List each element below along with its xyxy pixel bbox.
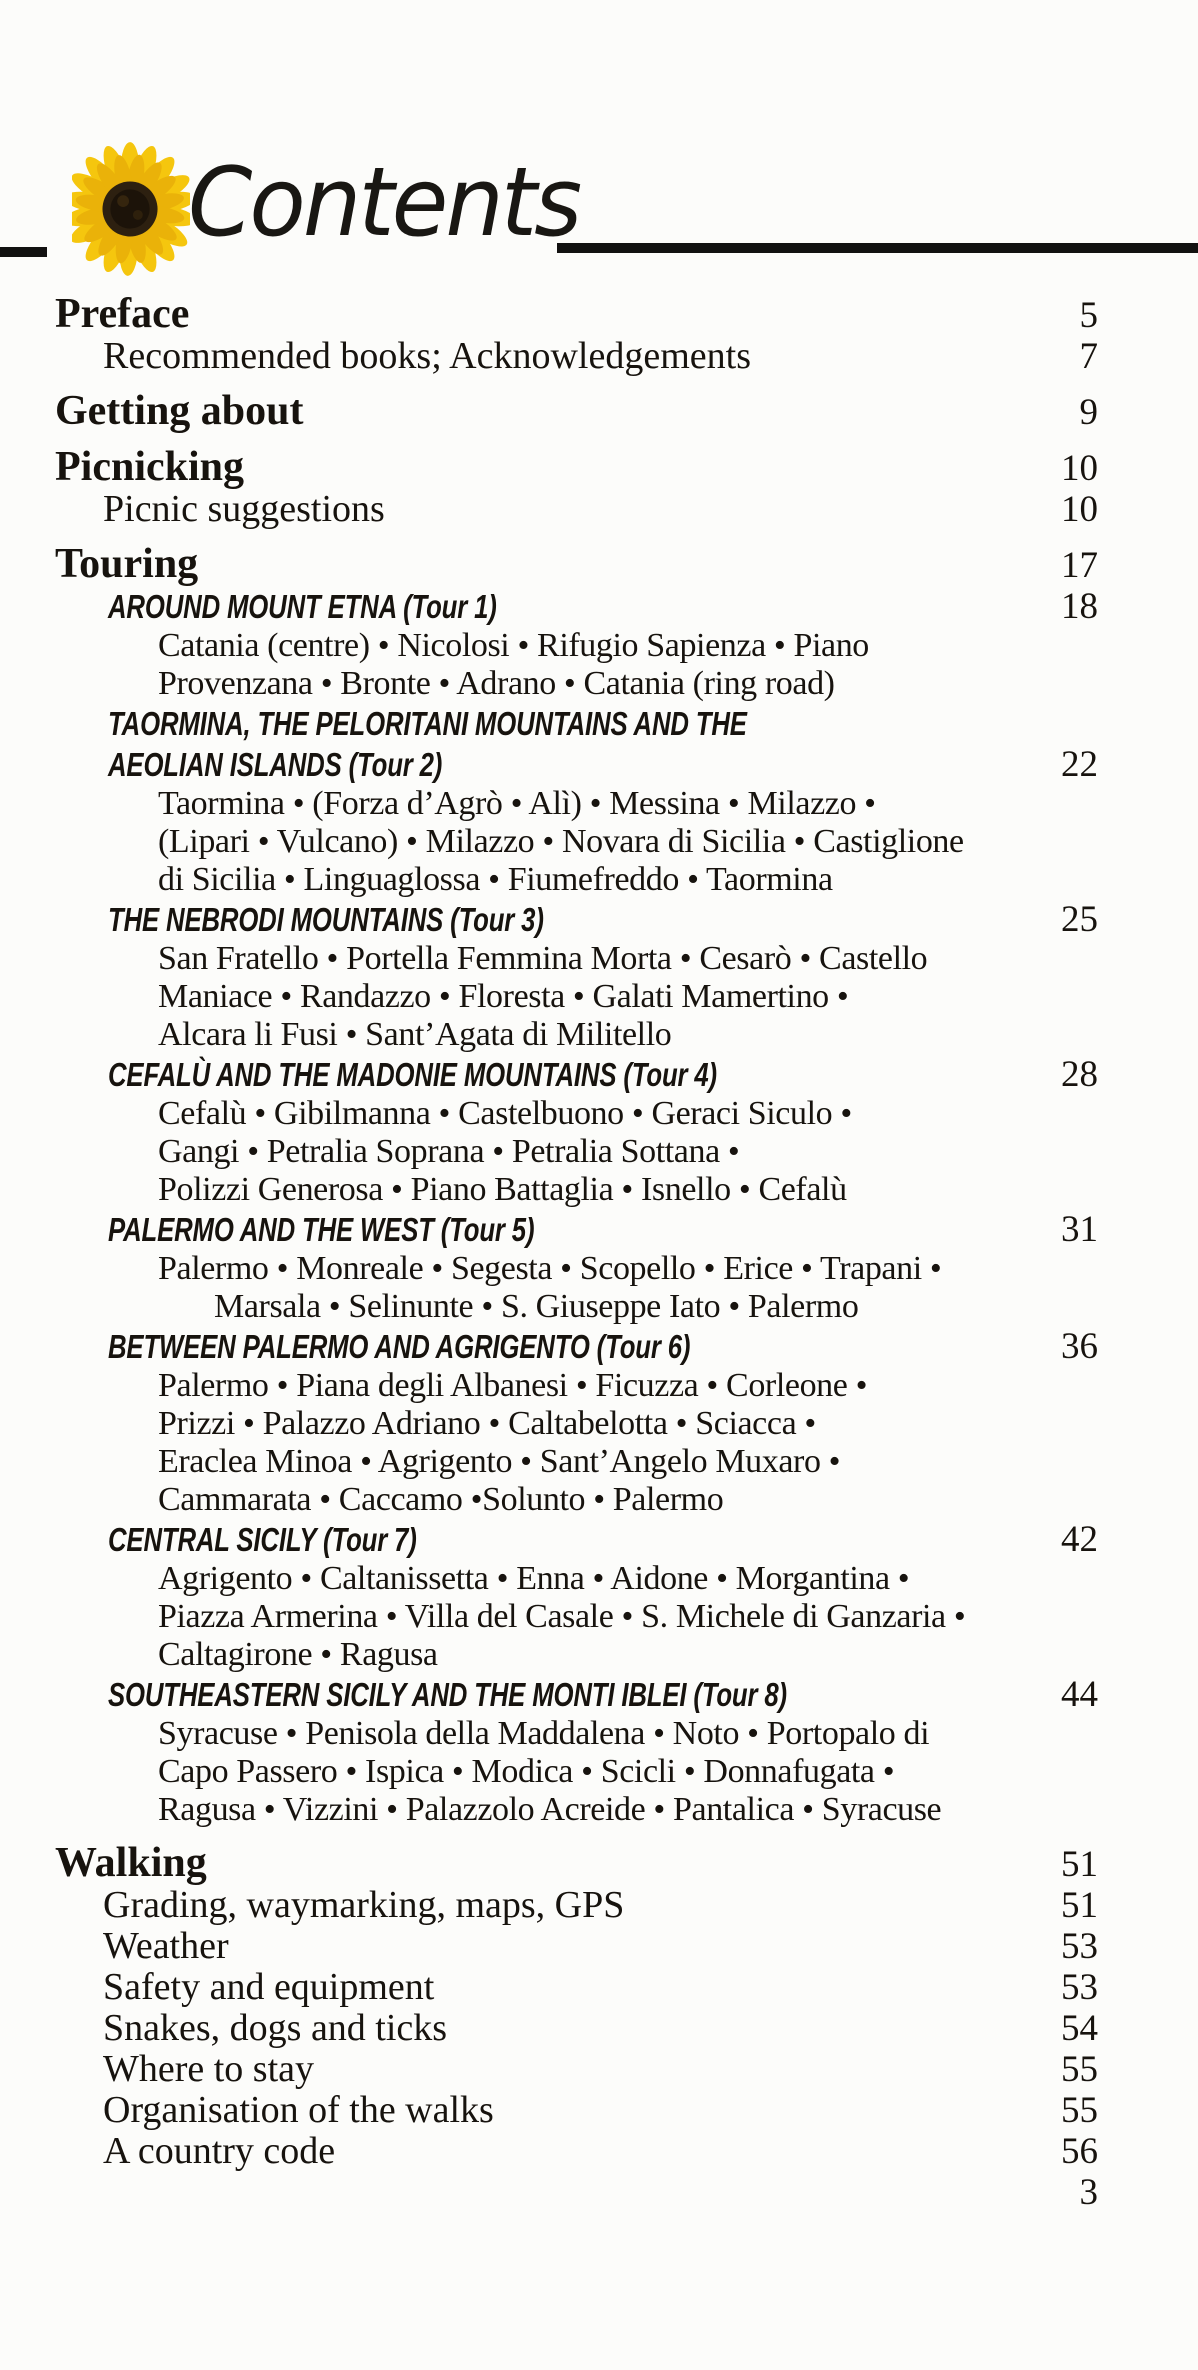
- page-title: Contents: [188, 148, 580, 258]
- toc-row: [0, 2008, 1098, 2049]
- toc-row: [0, 389, 1098, 433]
- toc-entry-label: PALERMO AND THE WEST (Tour 5): [108, 1211, 535, 1248]
- toc-row: [0, 1171, 1098, 1209]
- toc-row: [0, 899, 1098, 940]
- toc-row: [0, 1288, 1098, 1326]
- toc-entry-label: Cefalù • Gibilmanna • Castelbuono • Geraci Siculo •: [158, 1095, 852, 1132]
- toc-entry-label: Gangi • Petralia Soprana • Petralia Sottana •: [158, 1133, 740, 1170]
- toc-row: [0, 542, 1098, 586]
- toc-entry-page: 9: [1079, 392, 1098, 433]
- toc-entry-label: Capo Passero • Ispica • Modica • Scicli • Donnafugata •: [158, 1753, 895, 1790]
- toc-row: [0, 1841, 1098, 1885]
- page-number-footer: 3: [1079, 2172, 1098, 2213]
- toc-row: [0, 1791, 1098, 1829]
- toc-entry-label: Eraclea Minoa • Agrigento • Sant’Angelo Muxaro •: [158, 1443, 841, 1480]
- title-rule-right: [557, 243, 1198, 253]
- toc-entry-label: Maniace • Randazzo • Floresta • Galati Mamertino •: [158, 978, 849, 1015]
- toc-entry-page: 7: [1079, 336, 1098, 377]
- toc-entry-label: (Lipari • Vulcano) • Milazzo • Novara di Sicilia • Castiglione: [158, 823, 964, 860]
- toc-row: [0, 1326, 1098, 1367]
- toc-row: [0, 1753, 1098, 1791]
- title-rule-left: [0, 247, 47, 257]
- toc-entry-label: Syracuse • Penisola della Maddalena • Noto • Portopalo di: [158, 1715, 930, 1752]
- toc-entry-label: THE NEBRODI MOUNTAINS (Tour 3): [108, 901, 544, 938]
- toc-entry-page: 56: [1061, 2131, 1098, 2172]
- toc-entry-label: CENTRAL SICILY (Tour 7): [108, 1521, 417, 1558]
- toc-entry-label: Palermo • Piana degli Albanesi • Ficuzza • Corleone •: [158, 1367, 868, 1404]
- toc-row: [0, 665, 1098, 703]
- toc-entry-label: Recommended books; Acknowledgements: [103, 335, 751, 377]
- toc-row: [0, 1016, 1098, 1054]
- toc-row: [0, 744, 1098, 785]
- toc-row: [0, 2131, 1098, 2172]
- toc-entry-label: di Sicilia • Linguaglossa • Fiumefreddo • Taormina: [158, 861, 833, 898]
- toc-row: [0, 861, 1098, 899]
- toc-row: [0, 703, 1098, 744]
- toc-row: [0, 2049, 1098, 2090]
- toc-entry-label: Snakes, dogs and ticks: [103, 2007, 448, 2049]
- toc-entry-label: Organisation of the walks: [103, 2089, 494, 2131]
- toc-row: [0, 1598, 1098, 1636]
- page-number-footer-row: [0, 2172, 1098, 2213]
- page-header: [0, 0, 1198, 292]
- toc-entry-label: Catania (centre) • Nicolosi • Rifugio Sapienza • Piano: [158, 627, 869, 664]
- toc-entry-page: 18: [1061, 586, 1098, 627]
- toc-entry-label: Touring: [55, 541, 199, 587]
- toc-entry-label: Provenzana • Bronte • Adrano • Catania (ring road): [158, 665, 835, 702]
- toc-row: [0, 1133, 1098, 1171]
- toc-row: [0, 1250, 1098, 1288]
- toc-row: [0, 1405, 1098, 1443]
- toc-row: [0, 823, 1098, 861]
- toc-entry-label: Where to stay: [103, 2048, 315, 2090]
- toc-entry-label: Prizzi • Palazzo Adriano • Caltabelotta • Sciacca •: [158, 1405, 816, 1442]
- toc-entry-label: Picnicking: [55, 444, 245, 490]
- toc-entry-label: A country code: [103, 2130, 336, 2172]
- toc-row: [0, 1443, 1098, 1481]
- toc-entry-label: Taormina • (Forza d’Agrò • Alì) • Messina • Milazzo •: [158, 785, 876, 822]
- toc-row: [0, 336, 1098, 377]
- toc-entry-page: 51: [1061, 1885, 1098, 1926]
- toc-row: [0, 1054, 1098, 1095]
- toc-row: [0, 940, 1098, 978]
- toc-entry-page: 42: [1061, 1519, 1098, 1560]
- toc-entry-page: 55: [1061, 2049, 1098, 2090]
- toc-entry-label: Ragusa • Vizzini • Palazzolo Acreide • Pantalica • Syracuse: [158, 1791, 942, 1828]
- toc-row: [0, 489, 1098, 530]
- toc-entry-page: 28: [1061, 1054, 1098, 1095]
- toc-entry-page: 10: [1061, 448, 1098, 489]
- toc-entry-page: 25: [1061, 899, 1098, 940]
- toc-entry-label: Polizzi Generosa • Piano Battaglia • Isnello • Cefalù: [158, 1171, 847, 1208]
- toc-entry-page: 31: [1061, 1209, 1098, 1250]
- toc-row: [0, 1885, 1098, 1926]
- toc-entry-label: Cammarata • Caccamo •Solunto • Palermo: [158, 1481, 724, 1518]
- toc-row: [0, 1481, 1098, 1519]
- toc-row: [0, 978, 1098, 1016]
- toc-entry-label: Palermo • Monreale • Segesta • Scopello • Erice • Trapani •: [158, 1250, 942, 1287]
- toc-entry-label: Grading, waymarking, maps, GPS: [103, 1884, 625, 1926]
- toc-entry-page: 10: [1061, 489, 1098, 530]
- toc-entry-label: Agrigento • Caltanissetta • Enna • Aidone • Morgantina •: [158, 1560, 910, 1597]
- toc-entry-label: TAORMINA, THE PELORITANI MOUNTAINS AND THE: [108, 705, 747, 742]
- toc-entry-label: AEOLIAN ISLANDS (Tour 2): [108, 746, 443, 783]
- toc-entry-page: 36: [1061, 1326, 1098, 1367]
- toc-entry-label: SOUTHEASTERN SICILY AND THE MONTI IBLEI (Tour 8): [108, 1676, 787, 1713]
- toc-entry-label: Walking: [55, 1840, 207, 1886]
- toc-row: [0, 1095, 1098, 1133]
- toc-entry-label: Picnic suggestions: [103, 488, 385, 530]
- toc-entry-page: 53: [1061, 1926, 1098, 1967]
- toc-entry-page: 53: [1061, 1967, 1098, 2008]
- toc-entry-page: 55: [1061, 2090, 1098, 2131]
- toc-row: [0, 292, 1098, 336]
- toc-row: [0, 1636, 1098, 1674]
- toc-entry-label: Piazza Armerina • Villa del Casale • S. Michele di Ganzaria •: [158, 1598, 966, 1635]
- toc-row: [0, 1715, 1098, 1753]
- toc-entry-label: Caltagirone • Ragusa: [158, 1636, 438, 1673]
- sunflower-logo-icon: [72, 140, 190, 278]
- toc-row: [0, 1519, 1098, 1560]
- toc-list: [0, 292, 1198, 2213]
- toc-row: [0, 445, 1098, 489]
- toc-row: [0, 1967, 1098, 2008]
- toc-entry-label: BETWEEN PALERMO AND AGRIGENTO (Tour 6): [108, 1328, 691, 1365]
- toc-entry-page: 54: [1061, 2008, 1098, 2049]
- toc-row: [0, 1926, 1098, 1967]
- toc-entry-page: 44: [1061, 1674, 1098, 1715]
- toc-entry-label: Alcara li Fusi • Sant’Agata di Militello: [158, 1016, 672, 1053]
- toc-entry-label: Preface: [55, 291, 190, 337]
- toc-row: [0, 586, 1098, 627]
- toc-entry-label: CEFALÙ AND THE MADONIE MOUNTAINS (Tour 4): [108, 1056, 717, 1093]
- toc-entry-label: Marsala • Selinunte • S. Giuseppe Iato • Palermo: [214, 1288, 859, 1325]
- toc-row: [0, 1367, 1098, 1405]
- toc-row: [0, 785, 1098, 823]
- toc-entry-label: Weather: [103, 1925, 229, 1967]
- toc-row: [0, 1209, 1098, 1250]
- toc-entry-page: 17: [1061, 545, 1098, 586]
- toc-entry-label: San Fratello • Portella Femmina Morta • Cesarò • Castello: [158, 940, 928, 977]
- toc-entry-page: 5: [1079, 295, 1098, 336]
- toc-row: [0, 1560, 1098, 1598]
- toc-entry-label: Getting about: [55, 388, 304, 434]
- toc-entry-label: Safety and equipment: [103, 1966, 435, 2008]
- toc-row: [0, 2090, 1098, 2131]
- toc-entry-page: 22: [1061, 744, 1098, 785]
- toc-entry-label: AROUND MOUNT ETNA (Tour 1): [108, 588, 497, 625]
- toc-entry-page: 51: [1061, 1844, 1098, 1885]
- toc-row: [0, 1674, 1098, 1715]
- toc-row: [0, 627, 1098, 665]
